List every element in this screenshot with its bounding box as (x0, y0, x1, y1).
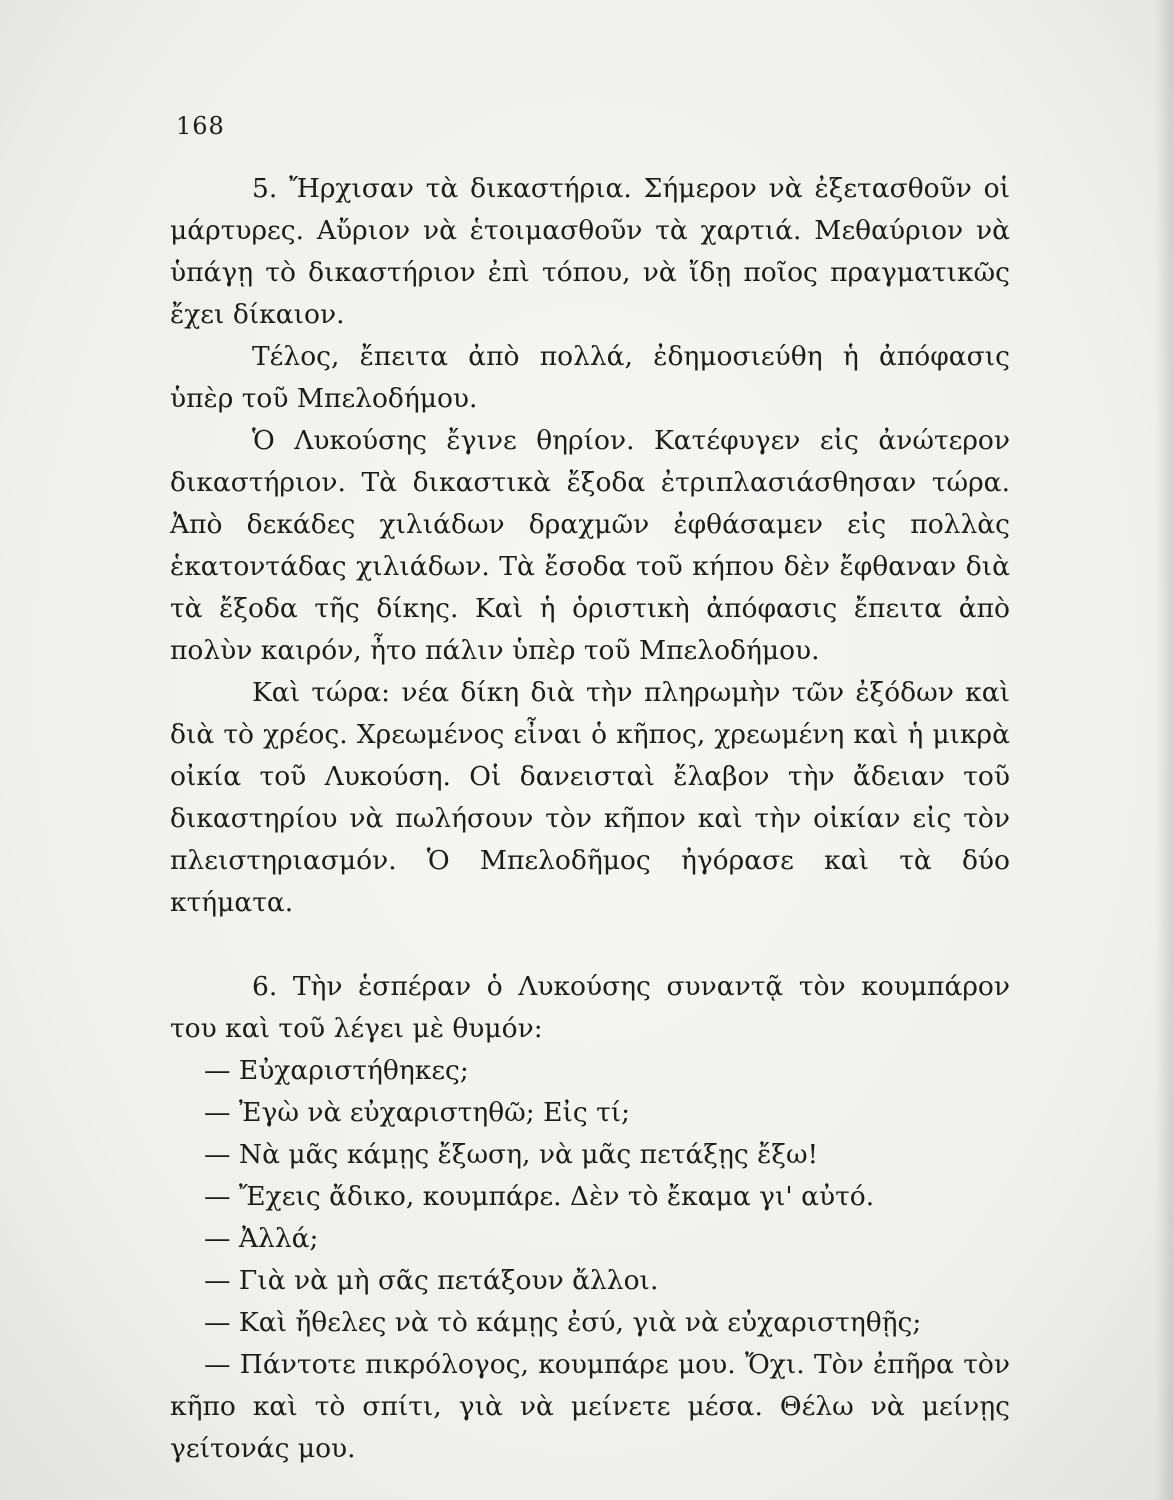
dialogue-line: — Γιὰ νὰ μὴ σᾶς πετάξουν ἄλλοι. (204, 1265, 659, 1296)
page-edge-shadow (1155, 0, 1173, 1500)
paragraph-6: 6. Τὴν ἑσπέραν ὁ Λυκούσης συναντᾷ τὸν κουμπάρον του καὶ τοῦ λέγει μὲ θυμόν: (170, 971, 1010, 1044)
paragraph-5: 5. Ἤρχισαν τὰ δικαστήρια. Σήμερον νὰ ἐξετασθοῦν οἱ μάρτυρες. Αὔριον νὰ ἑτοιμασθοῦν τὰ χαρτιά. Μεθαύριον νὰ ὑπάγῃ τὸ δικαστήριον ἐπὶ τόπου, νὰ ἴδῃ ποῖος πραγματικῶς ἔχει δίκαιον. (170, 173, 1010, 330)
dialogue-line: — Νὰ μᾶς κάμῃς ἔξωση, νὰ μᾶς πετάξῃς ἔξω! (204, 1139, 819, 1170)
paragraph-verdict: Τέλος, ἔπειτα ἀπὸ πολλά, ἐδημοσιεύθη ἡ ἀπόφασις ὑπὲρ τοῦ Μπελοδήμου. (170, 341, 1010, 414)
dialogue-line: — Ἀλλά; (204, 1223, 319, 1254)
dialogue-line: — Ἐγὼ νὰ εὐχαριστηθῶ; Εἰς τί; (204, 1097, 631, 1128)
dialogue-line: — Καὶ ἤθελες νὰ τὸ κάμῃς ἐσύ, γιὰ νὰ εὐχαριστηθῇς; (204, 1307, 922, 1338)
dialogue-line-final: — Πάντοτε πικρόλογος, κουμπάρε μου. Ὄχι. Τὸν ἐπῆρα τὸν κῆπο καὶ τὸ σπίτι, γιὰ νὰ μείνετε μέσα. Θέλω νὰ μείνῃς γείτονάς μου. (170, 1349, 1010, 1464)
body-text (170, 168, 1010, 1470)
dialogue-line: — Εὐχαριστήθηκες; (204, 1055, 469, 1086)
paragraph-auction: Καὶ τώρα: νέα δίκη διὰ τὴν πληρωμὴν τῶν ἐξόδων καὶ διὰ τὸ χρέος. Χρεωμένος εἶναι ὁ κῆπος, χρεωμένη καὶ ἡ μικρὰ οἰκία τοῦ Λυκούση. Οἱ δανεισταὶ ἔλαβον τὴν ἄδειαν τοῦ δικαστηρίου νὰ πωλήσουν τὸν κῆπον καὶ τὴν οἰκίαν εἰς τὸν πλειστηριασμόν. Ὁ Μπελοδῆμος ἠγόρασε καὶ τὰ δύο κτήματα. (170, 677, 1010, 918)
paragraph-appeal: Ὁ Λυκούσης ἔγινε θηρίον. Κατέφυγεν εἰς ἀνώτερον δικαστήριον. Τὰ δικαστικὰ ἔξοδα ἐτριπλασιάσθησαν τώρα. Ἀπὸ δεκάδες χιλιάδων δραχμῶν ἐφθάσαμεν εἰς πολλὰς ἑκατοντάδας χιλιάδων. Τὰ ἔσοδα τοῦ κήπου δὲν ἔφθαναν διὰ τὰ ἔξοδα τῆς δίκης. Καὶ ἡ ὁριστικὴ ἀπόφασις ἔπειτα ἀπὸ πολὺν καιρόν, ἦτο πάλιν ὑπὲρ τοῦ Μπελοδήμου. (170, 425, 1010, 666)
page-number: 168 (176, 112, 225, 140)
dialogue-line: — Ἔχεις ἄδικο, κουμπάρε. Δὲν τὸ ἔκαμα γι' αὐτό. (204, 1181, 875, 1212)
